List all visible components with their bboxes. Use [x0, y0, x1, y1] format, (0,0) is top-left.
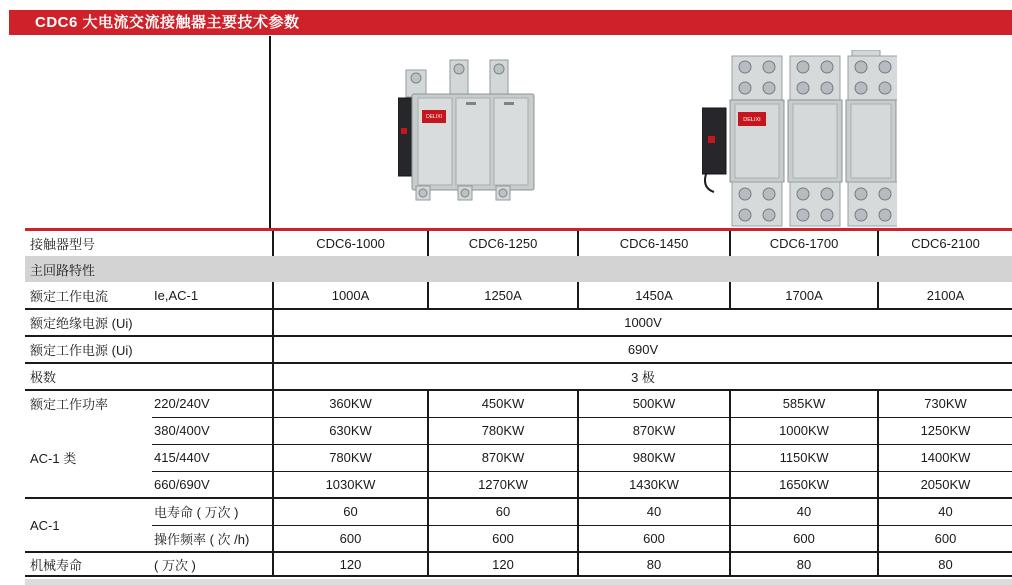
poles-row — [25, 363, 1012, 390]
contactor-image-small — [398, 58, 548, 206]
value-cell: 60 — [428, 498, 578, 525]
value-cell: 500KW — [578, 390, 730, 417]
value-cell: 600 — [878, 525, 1012, 552]
page-title: CDC6 大电流交流接触器主要技术参数 — [9, 10, 1012, 35]
power-group-label — [25, 390, 152, 498]
value-cell: 1700A — [730, 282, 878, 309]
value-cell: 120 — [273, 552, 428, 576]
param-label: 极数 — [25, 363, 273, 390]
value-cell: 1430KW — [578, 471, 730, 498]
value-cell: 1000KW — [730, 417, 878, 444]
value-cell: 40 — [578, 498, 730, 525]
power-row-380-400 — [25, 417, 1012, 444]
model-row — [25, 231, 1012, 256]
value-cell: 870KW — [428, 444, 578, 471]
section-header: 主回路特性 — [25, 256, 1012, 282]
brand-label: DELIXI — [743, 117, 761, 123]
rated-current-row — [25, 282, 1012, 309]
param-label: AC-1 — [25, 498, 152, 552]
value-cell: 1030KW — [273, 471, 428, 498]
value-cell: 360KW — [273, 390, 428, 417]
value-cell: 870KW — [578, 417, 730, 444]
operating-frequency-row — [25, 525, 1012, 552]
power-row-415-440 — [25, 444, 1012, 471]
value-cell: 730KW — [878, 390, 1012, 417]
value-cell: 1150KW — [730, 444, 878, 471]
param-sub-label: 660/690V — [152, 471, 273, 498]
value-cell: 780KW — [273, 444, 428, 471]
electrical-life-row — [25, 498, 1012, 525]
value-cell: 600 — [428, 525, 578, 552]
value-cell: 40 — [878, 498, 1012, 525]
brand-label: DELIXI — [426, 114, 442, 120]
value-cell: 600 — [730, 525, 878, 552]
value-cell: 780KW — [428, 417, 578, 444]
power-row-220-240 — [25, 390, 1012, 417]
next-section-strip — [25, 579, 1012, 585]
value-cell: 1650KW — [730, 471, 878, 498]
model-row-label: 接触器型号 — [30, 237, 96, 252]
value-cell: 40 — [730, 498, 878, 525]
value-cell: 1000A — [273, 282, 428, 309]
value-cell: 1270KW — [428, 471, 578, 498]
value-cell: 80 — [878, 552, 1012, 576]
param-sub-label: Ie,AC-1 — [152, 282, 273, 309]
insulation-voltage-row — [25, 309, 1012, 336]
param-label: 机械寿命 — [25, 552, 152, 576]
working-voltage-row — [25, 336, 1012, 363]
value-cell: 2100A — [878, 282, 1012, 309]
param-label: 额定工作功率 — [30, 397, 109, 412]
param-sub-label: 操作频率 ( 次 /h) — [152, 525, 273, 552]
param-label: 额定绝缘电源 (Ui) — [25, 309, 273, 336]
value-cell: 1250KW — [878, 417, 1012, 444]
value-cell-span: 690V — [273, 336, 1012, 363]
value-cell: 1450A — [578, 282, 730, 309]
model-cell: CDC6-1700 — [730, 231, 878, 256]
mechanical-life-row — [25, 552, 1012, 576]
power-row-660-690 — [25, 471, 1012, 498]
value-cell: 80 — [730, 552, 878, 576]
value-cell: 600 — [578, 525, 730, 552]
value-cell: 120 — [428, 552, 578, 576]
value-cell: 1250A — [428, 282, 578, 309]
value-cell: 585KW — [730, 390, 878, 417]
model-cell: CDC6-1450 — [578, 231, 730, 256]
param-label: 额定工作电源 (Ui) — [25, 336, 273, 363]
param-label: 额定工作电流 — [25, 282, 152, 309]
value-cell: 60 — [273, 498, 428, 525]
param-sub-label: 380/400V — [152, 417, 273, 444]
param-label: AC-1 类 — [30, 451, 77, 466]
value-cell: 630KW — [273, 417, 428, 444]
param-sub-label: 电寿命 ( 万次 ) — [152, 498, 273, 525]
value-cell: 1400KW — [878, 444, 1012, 471]
model-cell: CDC6-1000 — [273, 231, 428, 256]
value-cell: 600 — [273, 525, 428, 552]
value-cell: 80 — [578, 552, 730, 576]
param-sub-label: 220/240V — [152, 390, 273, 417]
contactor-image-large — [702, 50, 897, 232]
param-sub-label: ( 万次 ) — [152, 552, 273, 576]
spec-table — [25, 231, 1012, 577]
value-cell: 980KW — [578, 444, 730, 471]
model-cell: CDC6-1250 — [428, 231, 578, 256]
value-cell: 2050KW — [878, 471, 1012, 498]
param-sub-label: 415/440V — [152, 444, 273, 471]
column-divider-line — [269, 36, 271, 228]
section-header-row — [25, 256, 1012, 282]
value-cell-span: 1000V — [273, 309, 1012, 336]
model-cell: CDC6-2100 — [878, 231, 1012, 256]
value-cell: 450KW — [428, 390, 578, 417]
value-cell-span: 3 极 — [273, 363, 1012, 390]
